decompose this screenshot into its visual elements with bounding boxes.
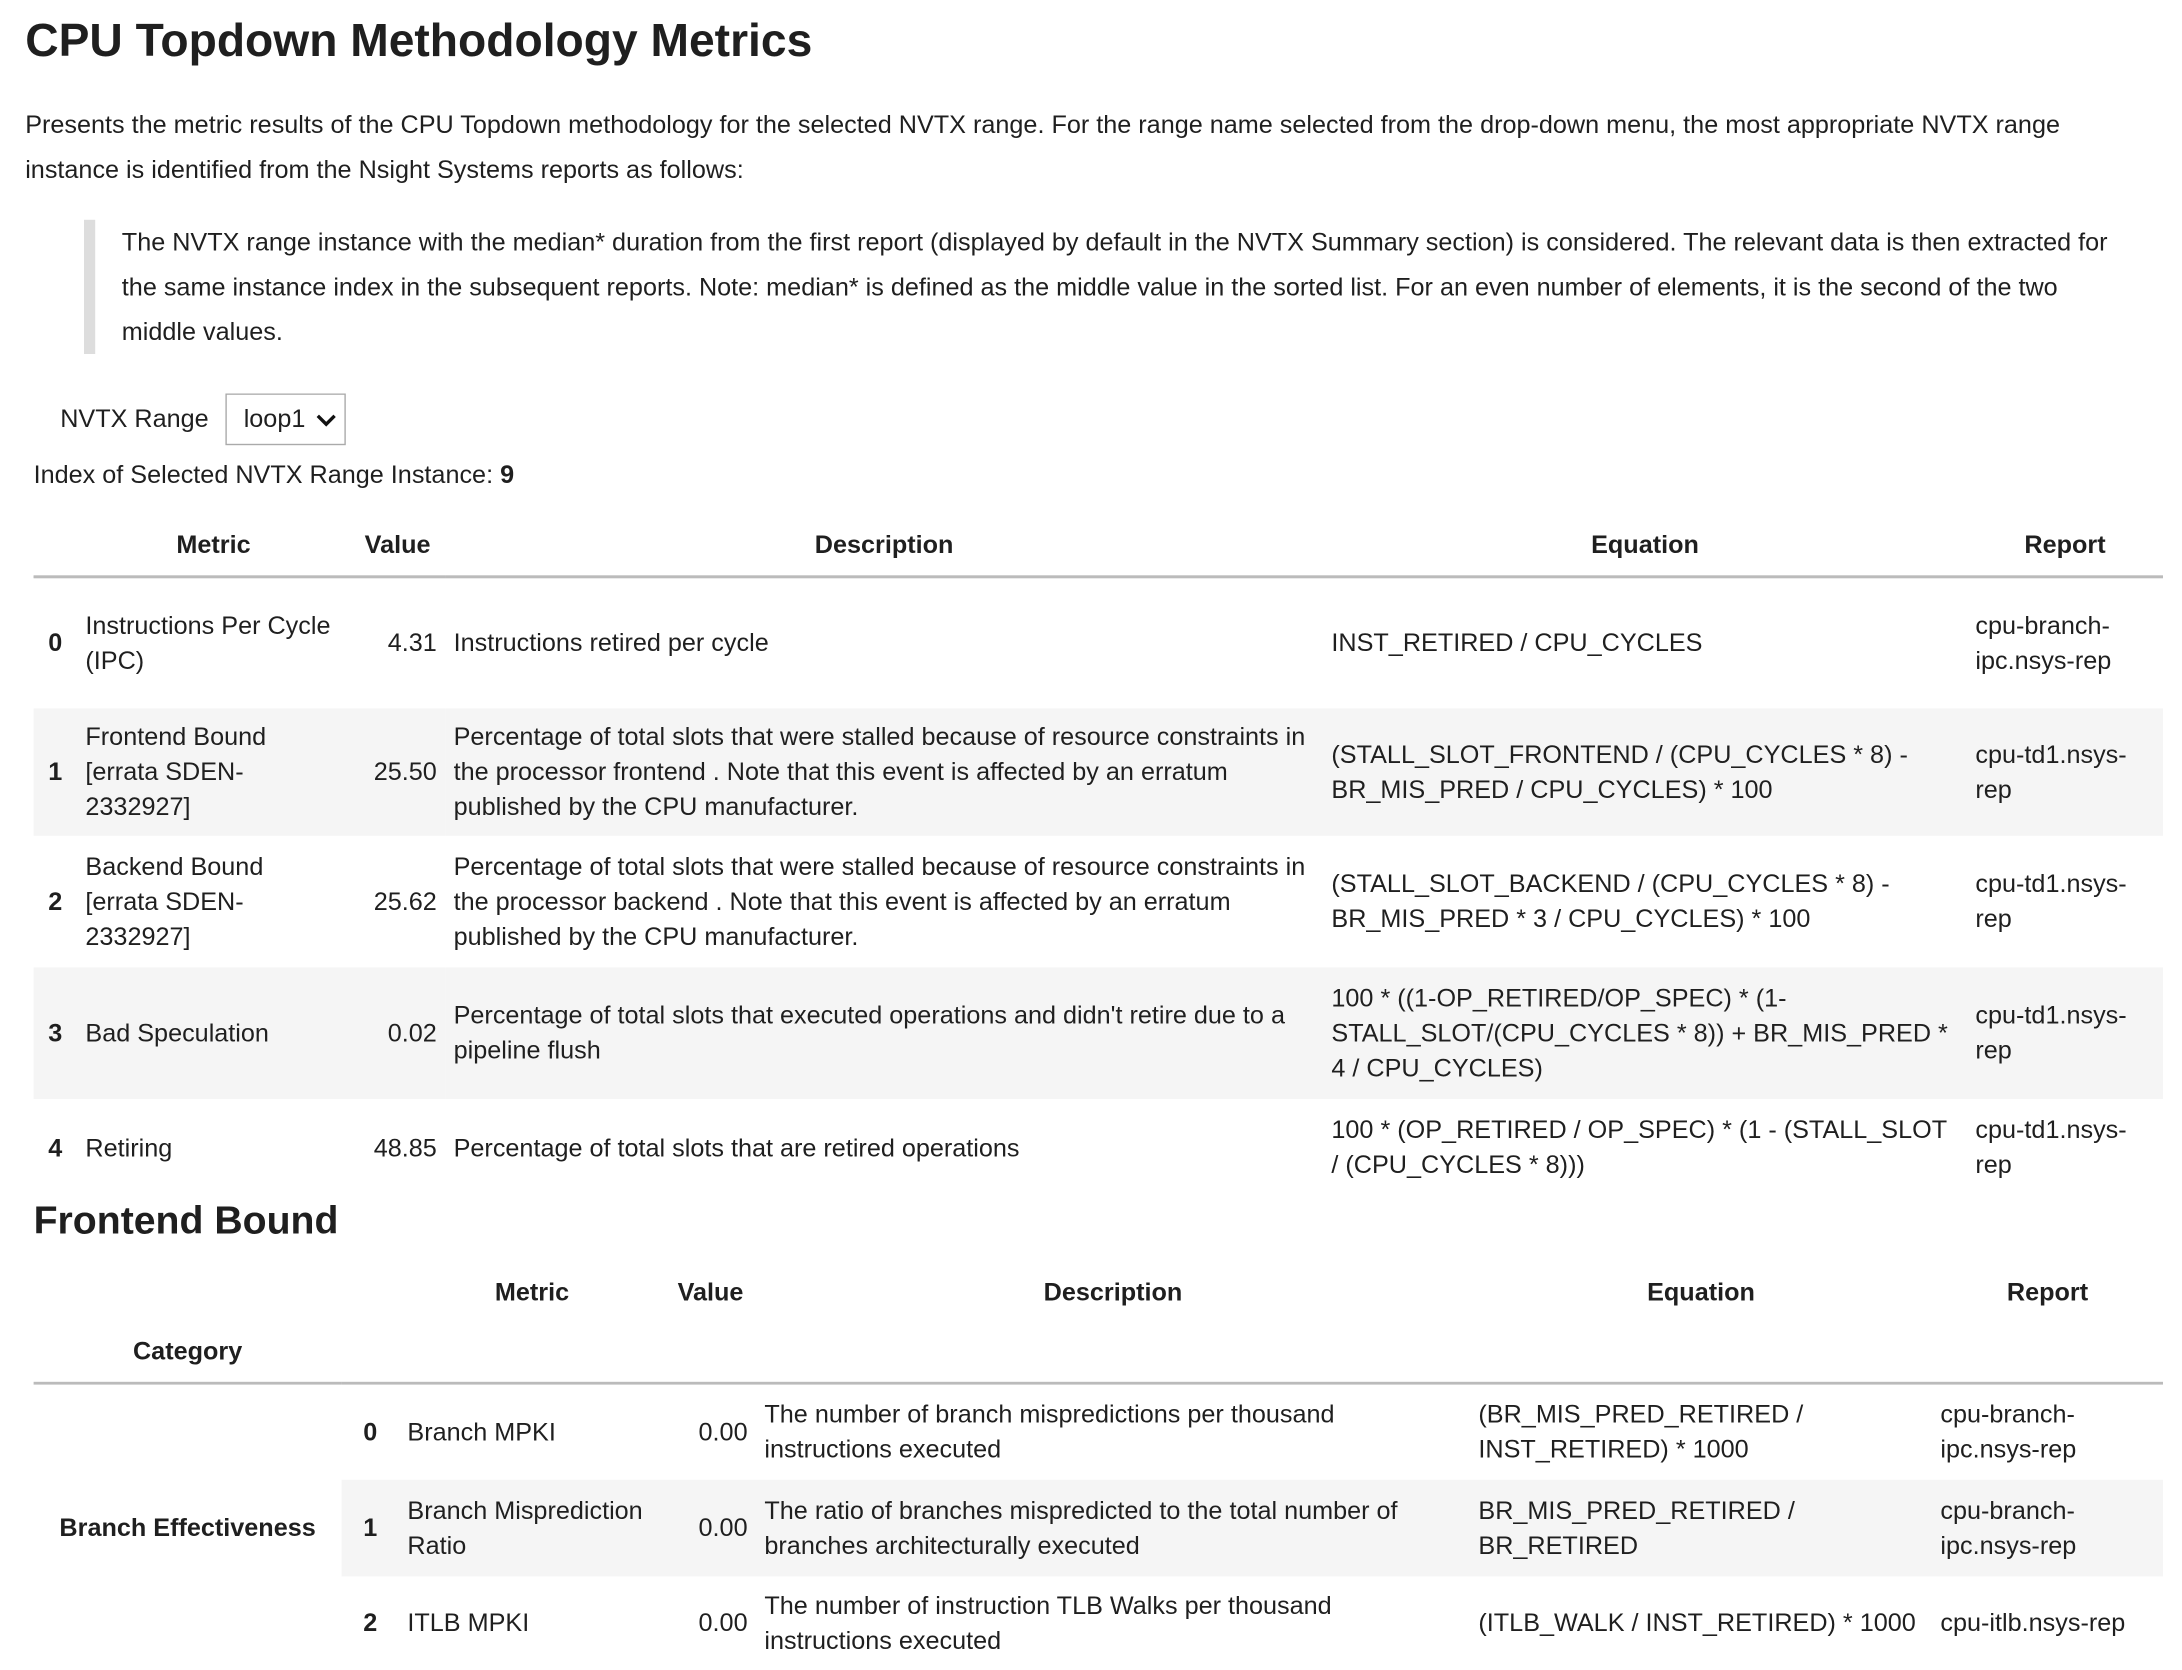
description-cell: Percentage of total slots that were stalled because of resource constraints in the processor frontend . Note that this event is affected by an erratum published by the CPU manufacturer. — [445, 708, 1323, 835]
table-row — [34, 1383, 2163, 1480]
header-metric: Metric — [494, 1277, 570, 1306]
metric-cell: Instructions Per Cycle (IPC) — [85, 611, 331, 675]
frontend-bound-table — [34, 1263, 2163, 1670]
value-cell: 4.31 — [387, 628, 437, 657]
report-cell: cpu-branch-ipc.nsys-rep — [1975, 611, 2112, 675]
value-cell: 0.00 — [698, 1417, 748, 1446]
nvtx-range-value: loop1 — [243, 404, 306, 433]
table-row — [34, 1480, 2163, 1577]
description-cell: The ratio of branches mispredicted to the total number of branches architecturally executed — [756, 1480, 1470, 1577]
table-row — [34, 967, 2163, 1099]
metric-cell: Backend Bound [errata SDEN-2332927] — [85, 851, 264, 950]
equation-cell: 100 * ((1-OP_RETIRED/OP_SPEC) * (1-STALL_SLOT/(CPU_CYCLES * 8)) + BR_MIS_PRED * 4 / CPU_CYCLES) — [1323, 967, 1967, 1099]
metric-cell: Bad Speculation — [77, 967, 350, 1099]
topdown-metrics-table — [34, 515, 2163, 1197]
note-blockquote: The NVTX range instance with the median* duration from the first report (displayed by default in the NVTX Summary section) is considered. The relevant data is then extracted for the same instance index in the subsequent reports. Note: median* is defined as the middle value in the sorted list. For an even number of elements, it is the second of the two middle values. — [84, 220, 2138, 354]
equation-cell: INST_RETIRED / CPU_CYCLES — [1331, 628, 1703, 657]
header-value: Value — [677, 1277, 744, 1306]
value-cell: 48.85 — [373, 1133, 437, 1162]
section-title-frontend-bound: Frontend Bound — [33, 1198, 339, 1242]
description-cell: Percentage of total slots that were stalled because of resource constraints in the processor backend . Note that this event is affected by an erratum published by the CPU manufacturer. — [453, 851, 1306, 950]
value-cell: 0.00 — [665, 1480, 756, 1577]
value-cell: 25.62 — [373, 886, 437, 915]
row-index: 0 — [363, 1417, 378, 1446]
report-cell: cpu-branch-ipc.nsys-rep — [1940, 1400, 2077, 1463]
metric-cell: Branch MPKI — [407, 1417, 556, 1446]
header-description: Description — [1043, 1277, 1183, 1306]
header-report: Report — [2006, 1277, 2089, 1306]
report-cell: cpu-td1.nsys-rep — [1967, 967, 2163, 1099]
selected-instance-index — [34, 461, 515, 490]
index-label: Index of Selected NVTX Range Instance: — [33, 460, 494, 489]
value-cell: 0.00 — [698, 1608, 748, 1637]
row-index: 1 — [34, 708, 77, 835]
table-header-category — [34, 1322, 2163, 1384]
row-index: 4 — [48, 1133, 63, 1162]
nvtx-range-label: NVTX Range — [60, 404, 209, 433]
header-equation: Equation — [1647, 1277, 1755, 1306]
metric-cell: Branch Misprediction Ratio — [399, 1480, 665, 1577]
row-index: 3 — [34, 967, 77, 1099]
chevron-down-icon — [317, 412, 337, 426]
equation-cell: (STALL_SLOT_BACKEND / (CPU_CYCLES * 8) - BR_MIS_PRED * 3 / CPU_CYCLES) * 100 — [1331, 869, 1890, 933]
nvtx-range-control — [60, 393, 346, 445]
intro-text: Presents the metric results of the CPU Topdown methodology for the selected NVTX range. For the range name selected from the drop-down menu, the most appropriate NVTX range instance is identified from the Nsight Systems reports as follows: — [25, 110, 2060, 184]
metric-cell: Frontend Bound [errata SDEN-2332927] — [77, 708, 350, 835]
row-index: 2 — [48, 886, 63, 915]
table-row — [34, 1099, 2163, 1197]
table-row — [34, 836, 2163, 968]
row-index: 2 — [363, 1608, 378, 1637]
equation-cell: (ITLB_WALK / INST_RETIRED) * 1000 — [1478, 1608, 1916, 1637]
description-cell: The number of instruction TLB Walks per thousand instructions executed — [764, 1591, 1332, 1655]
header-category: Category — [132, 1337, 243, 1365]
description-cell: Percentage of total slots that are retired operations — [453, 1133, 1020, 1162]
equation-cell: (STALL_SLOT_FRONTEND / (CPU_CYCLES * 8) - BR_MIS_PRED / CPU_CYCLES) * 100 — [1323, 708, 1967, 835]
equation-cell: 100 * (OP_RETIRED / OP_SPEC) * (1 - (STALL_SLOT / (CPU_CYCLES * 8))) — [1331, 1115, 1947, 1179]
header-metric: Metric — [176, 530, 251, 559]
table-row — [34, 1576, 2163, 1670]
value-cell: 25.50 — [350, 708, 445, 835]
table-header — [34, 1263, 2163, 1322]
report-cell: cpu-td1.nsys-rep — [1967, 708, 2163, 835]
description-cell: The number of branch mispredictions per thousand instructions executed — [764, 1400, 1335, 1463]
report-cell: cpu-branch-ipc.nsys-rep — [1932, 1480, 2163, 1577]
header-description: Description — [814, 530, 954, 559]
table-row — [34, 577, 2163, 709]
value-cell: 0.02 — [350, 967, 445, 1099]
metric-cell: ITLB MPKI — [407, 1608, 530, 1637]
report-cell: cpu-td1.nsys-rep — [1975, 869, 2127, 933]
report-cell: cpu-itlb.nsys-rep — [1940, 1608, 2126, 1637]
header-report: Report — [2024, 530, 2106, 559]
nvtx-range-select[interactable] — [225, 393, 345, 445]
description-cell: Instructions retired per cycle — [453, 628, 769, 657]
table-row — [34, 708, 2163, 835]
category-cell: Branch Effectiveness — [59, 1512, 316, 1541]
table-header — [34, 515, 2163, 577]
page-title: CPU Topdown Methodology Metrics — [25, 14, 813, 66]
equation-cell: (BR_MIS_PRED_RETIRED / INST_RETIRED) * 1000 — [1478, 1400, 1804, 1463]
row-index: 1 — [342, 1480, 399, 1577]
equation-cell: BR_MIS_PRED_RETIRED / BR_RETIRED — [1470, 1480, 1932, 1577]
row-index: 0 — [48, 628, 63, 657]
report-cell: cpu-td1.nsys-rep — [1975, 1115, 2127, 1179]
index-value: 9 — [500, 460, 515, 489]
metric-cell: Retiring — [85, 1133, 173, 1162]
header-value: Value — [364, 530, 431, 559]
header-equation: Equation — [1591, 530, 1699, 559]
description-cell: Percentage of total slots that executed operations and didn't retire due to a pipeline flush — [445, 967, 1323, 1099]
